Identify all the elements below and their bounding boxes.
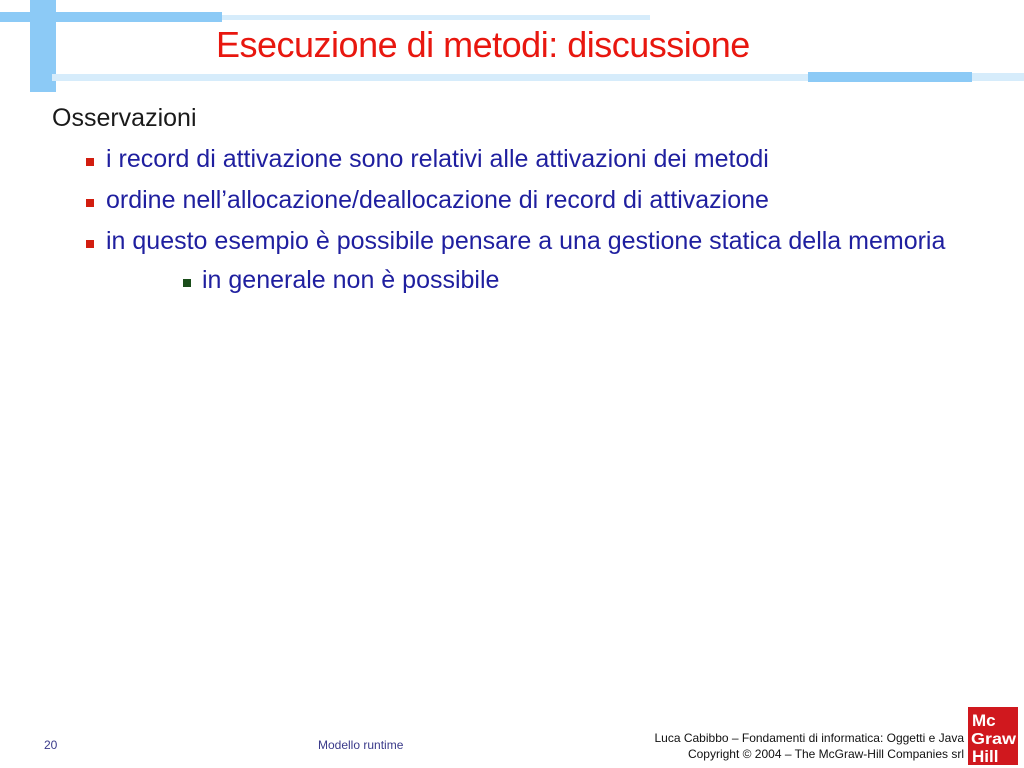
logo-text-mc: Mc: [972, 711, 996, 730]
decorative-top-bar: [0, 12, 222, 22]
footer-credits: [654, 730, 964, 762]
bullet-list: [52, 144, 972, 296]
bullet-text: ordine nell’allocazione/deallocazione di record di attivazione: [106, 186, 769, 214]
square-bullet-icon: [86, 199, 94, 207]
slide-title: Esecuzione di metodi: discussione: [216, 24, 750, 65]
sub-bullet-list: [106, 265, 972, 296]
slide-body: [52, 102, 972, 306]
logo-text-graw: Graw: [971, 731, 1017, 748]
sub-bullet-text: in generale non è possibile: [202, 266, 500, 294]
list-item: [52, 226, 972, 296]
copyright-line: Copyright © 2004 – The McGraw-Hill Companies srl: [687, 747, 964, 761]
mcgraw-hill-logo: [968, 707, 1018, 765]
decorative-top-bar-light: [222, 15, 650, 20]
list-item: [52, 185, 972, 216]
logo-text-hill: Hill: [972, 747, 999, 765]
section-name: Modello runtime: [318, 738, 404, 752]
title-underline-dark: [808, 72, 972, 82]
bullet-text: i record di attivazione sono relativi alle attivazioni dei metodi: [106, 145, 769, 173]
square-bullet-icon: [86, 158, 94, 166]
sub-list-item: [106, 265, 972, 296]
logo-graphic: [968, 707, 1018, 765]
author-line: Luca Cabibbo – Fondamenti di informatica: Oggetti e Java: [654, 731, 964, 745]
section-heading: Osservazioni: [52, 104, 197, 132]
page-number: 20: [44, 738, 58, 752]
bullet-text: in questo esempio è possibile pensare a una gestione statica della memoria: [106, 227, 946, 255]
title-underline-right: [972, 73, 1024, 81]
square-sub-bullet-icon: [183, 279, 191, 287]
square-bullet-icon: [86, 240, 94, 248]
list-item: [52, 144, 972, 175]
